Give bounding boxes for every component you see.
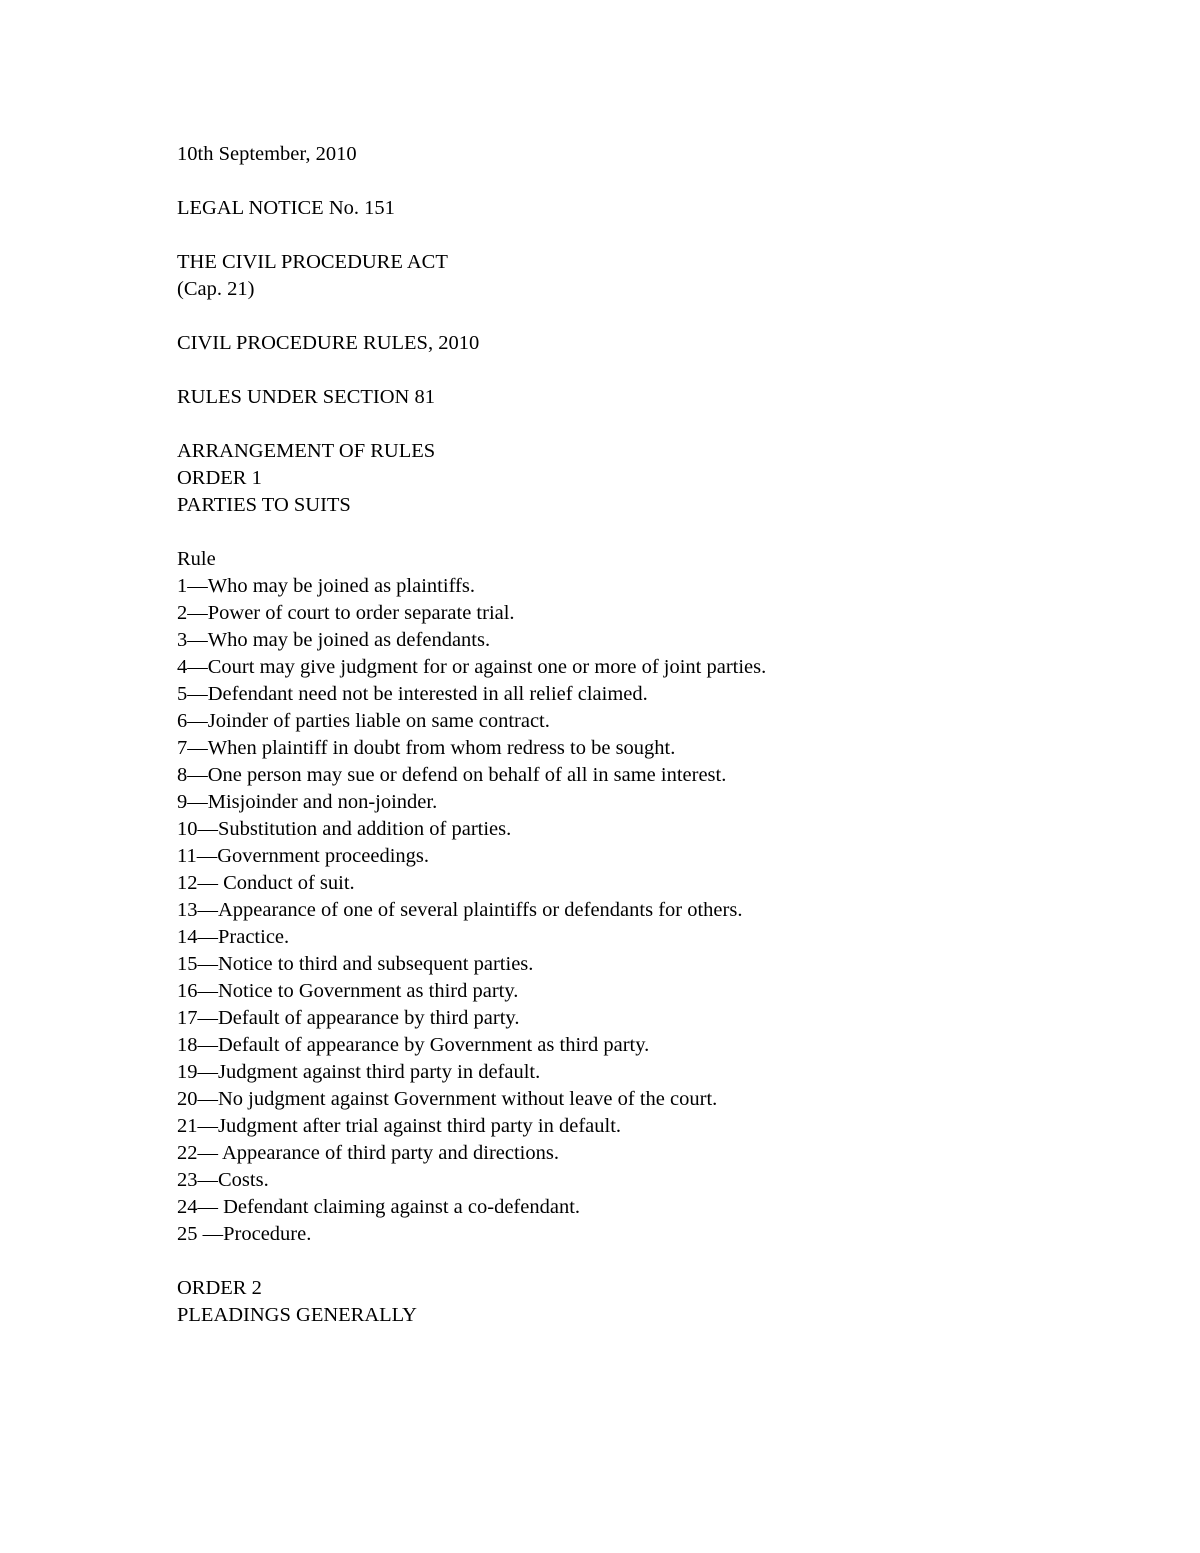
rule-item: 23—Costs. bbox=[177, 1169, 269, 1191]
rule-item: 7—When plaintiff in doubt from whom redress to be sought. bbox=[177, 737, 676, 759]
rule-item: 5—Defendant need not be interested in all relief claimed. bbox=[177, 683, 648, 705]
rule-item: 15—Notice to third and subsequent parties. bbox=[177, 953, 534, 975]
order-2-label: ORDER 2 bbox=[177, 1277, 262, 1299]
rule-item: 18—Default of appearance by Government as third party. bbox=[177, 1034, 650, 1056]
rule-item: 2—Power of court to order separate trial. bbox=[177, 602, 515, 624]
document-content bbox=[177, 141, 1077, 1329]
rules-under-section: RULES UNDER SECTION 81 bbox=[177, 386, 435, 408]
legal-notice-number: LEGAL NOTICE No. 151 bbox=[177, 197, 395, 219]
rule-item: 14—Practice. bbox=[177, 926, 290, 948]
rule-item: 16—Notice to Government as third party. bbox=[177, 980, 519, 1002]
rule-item: 1—Who may be joined as plaintiffs. bbox=[177, 575, 475, 597]
act-chapter: (Cap. 21) bbox=[177, 278, 255, 300]
rule-item: 17—Default of appearance by third party. bbox=[177, 1007, 520, 1029]
rule-item: 19—Judgment against third party in default. bbox=[177, 1061, 541, 1083]
rule-item: 10—Substitution and addition of parties. bbox=[177, 818, 512, 840]
rule-item: 13—Appearance of one of several plaintiffs or defendants for others. bbox=[177, 899, 743, 921]
arrangement-heading: ARRANGEMENT OF RULES bbox=[177, 440, 436, 462]
rule-item: 24— Defendant claiming against a co-defendant. bbox=[177, 1196, 581, 1218]
rule-list bbox=[177, 573, 1077, 1248]
rule-item: 8—One person may sue or defend on behalf of all in same interest. bbox=[177, 764, 727, 786]
rule-item: 22— Appearance of third party and directions. bbox=[177, 1142, 559, 1164]
rule-item: 9—Misjoinder and non-joinder. bbox=[177, 791, 438, 813]
order-1-title: PARTIES TO SUITS bbox=[177, 494, 351, 516]
order-2-title: PLEADINGS GENERALLY bbox=[177, 1304, 417, 1326]
act-title: THE CIVIL PROCEDURE ACT bbox=[177, 251, 448, 273]
rule-item: 25 —Procedure. bbox=[177, 1223, 312, 1245]
rule-item: 3—Who may be joined as defendants. bbox=[177, 629, 491, 651]
rule-item: 6—Joinder of parties liable on same contract. bbox=[177, 710, 550, 732]
rule-item: 11—Government proceedings. bbox=[177, 845, 430, 867]
rule-item: 20—No judgment against Government without leave of the court. bbox=[177, 1088, 718, 1110]
rule-column-heading: Rule bbox=[177, 548, 216, 570]
rule-item: 4—Court may give judgment for or against one or more of joint parties. bbox=[177, 656, 767, 678]
rule-item: 21—Judgment after trial against third party in default. bbox=[177, 1115, 622, 1137]
rules-title: CIVIL PROCEDURE RULES, 2010 bbox=[177, 332, 480, 354]
notice-date: 10th September, 2010 bbox=[177, 143, 357, 165]
order-1-label: ORDER 1 bbox=[177, 467, 262, 489]
rule-item: 12— Conduct of suit. bbox=[177, 872, 355, 894]
